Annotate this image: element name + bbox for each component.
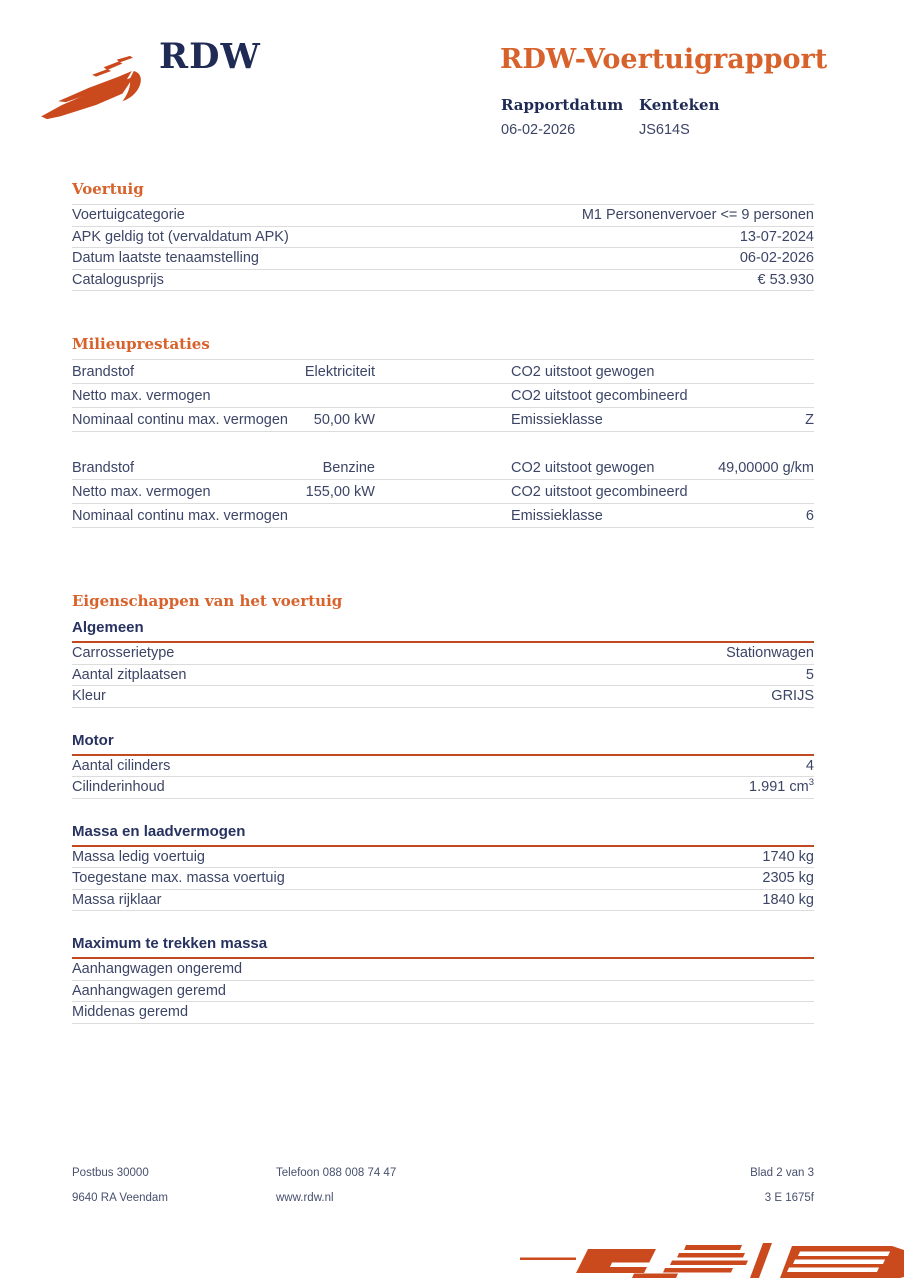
report-meta — [501, 96, 719, 138]
row-value: 1840 kg — [762, 891, 814, 908]
row-label: CO2 uitstoot gewogen — [511, 459, 655, 476]
fuel-block-petrol — [72, 456, 814, 528]
row-label: Catalogusprijs — [72, 271, 164, 288]
row-label: CO2 uitstoot gewogen — [511, 363, 655, 380]
section-milieuprestaties — [72, 335, 814, 528]
section-voertuig — [72, 180, 814, 291]
row-value: Benzine — [322, 459, 375, 476]
row-value: Stationwagen — [726, 645, 814, 662]
fuel-block-electric — [72, 360, 814, 432]
row-label: Massa rijklaar — [72, 891, 162, 908]
subsection-motor-title: Motor — [72, 732, 814, 756]
table-row — [72, 248, 814, 270]
row-label: Nominaal continu max. vermogen — [72, 507, 288, 524]
row-value: 4 — [805, 757, 814, 774]
row-label: Netto max. vermogen — [72, 387, 211, 404]
row-label: APK geldig tot (vervaldatum APK) — [72, 228, 289, 245]
table-row — [72, 868, 814, 890]
table-row — [72, 504, 814, 528]
table-row — [72, 227, 814, 249]
section-voertuig-title: Voertuig — [72, 180, 814, 205]
row-label: Carrosserietype — [72, 645, 175, 662]
row-value: 06-02-2026 — [739, 250, 814, 267]
superscript: 3 — [808, 777, 814, 789]
table-row — [72, 777, 814, 799]
footer-doc-code: 3 E 1675f — [764, 1192, 814, 1204]
row-label: Datum laatste tenaamstelling — [72, 250, 259, 267]
section-eigenschappen-title: Eigenschappen van het voertuig — [72, 592, 343, 610]
table-row — [72, 665, 814, 687]
row-label: Kleur — [72, 688, 106, 705]
subsection-massa-title: Massa en laadvermogen — [72, 823, 814, 847]
report-body — [72, 180, 814, 1024]
subsection-algemeen-title: Algemeen — [72, 619, 814, 643]
page-footer — [72, 1167, 814, 1217]
row-label: Voertuigcategorie — [72, 207, 185, 224]
footer-postbus: Postbus 30000 — [72, 1167, 149, 1179]
row-value: M1 Personenvervoer <= 9 personen — [581, 207, 814, 224]
row-value: 13-07-2024 — [739, 228, 814, 245]
section-eigenschappen — [72, 592, 814, 1024]
table-row — [72, 686, 814, 708]
row-value: 6 — [805, 507, 814, 524]
table-row — [72, 408, 814, 432]
row-label: Emissieklasse — [511, 411, 603, 428]
table-row — [72, 890, 814, 912]
row-label: Cilinderinhoud — [72, 779, 165, 796]
table-row — [72, 270, 814, 292]
footer-page-indicator: Blad 2 van 3 — [750, 1167, 814, 1179]
row-label: Massa ledig voertuig — [72, 848, 205, 865]
row-value: Z — [805, 411, 814, 428]
table-row — [72, 456, 814, 480]
row-label: Aantal cilinders — [72, 757, 171, 774]
table-row — [72, 480, 814, 504]
table-row — [72, 205, 814, 227]
row-value: GRIJS — [771, 688, 814, 705]
row-label: CO2 uitstoot gecombineerd — [511, 483, 688, 500]
license-plate-label: Kenteken — [639, 96, 720, 114]
table-row — [72, 981, 814, 1003]
speed-lines-graphic — [514, 1240, 904, 1280]
row-label: Nominaal continu max. vermogen — [72, 411, 288, 428]
row-label: Emissieklasse — [511, 507, 603, 524]
row-value: Elektriciteit — [304, 363, 375, 380]
report-date-block — [501, 96, 639, 138]
rdw-logo-icon — [39, 54, 153, 122]
row-value: 1.991 $cm^3$ — [749, 777, 814, 796]
page-title: RDW-Voertuigrapport — [500, 44, 828, 75]
table-row — [72, 1002, 814, 1024]
row-value: 49,00000 g/km — [718, 459, 814, 476]
footer-city: 9640 RA Veendam — [72, 1192, 168, 1204]
table-row — [72, 847, 814, 869]
license-plate-block — [639, 96, 719, 138]
table-row — [72, 360, 814, 384]
table-row — [72, 959, 814, 981]
report-date-value: 06-02-2026 — [501, 122, 576, 138]
row-value: 1740 kg — [762, 848, 814, 865]
footer-website: www.rdw.nl — [276, 1192, 334, 1204]
section-milieu-title: Milieuprestaties — [72, 335, 814, 360]
footer-phone: Telefoon 088 008 74 47 — [276, 1167, 397, 1179]
row-value: 2305 kg — [762, 870, 814, 887]
row-label: CO2 uitstoot gecombineerd — [511, 387, 688, 404]
table-row — [72, 756, 814, 778]
row-label: Aanhangwagen ongeremd — [72, 961, 243, 978]
report-date-label: Rapportdatum — [501, 96, 624, 114]
table-row — [72, 643, 814, 665]
row-label: Middenas geremd — [72, 1004, 189, 1021]
subsection-trekken-title: Maximum te trekken massa — [72, 935, 814, 959]
row-value: 155,00 kW — [305, 483, 375, 500]
row-value: € 53.930 — [757, 271, 814, 288]
row-label: Toegestane max. massa voertuig — [72, 870, 285, 887]
row-label: Brandstof — [72, 459, 135, 476]
row-label: Brandstof — [72, 363, 135, 380]
table-row — [72, 384, 814, 408]
row-label: Aanhangwagen geremd — [72, 982, 226, 999]
row-value: 50,00 kW — [313, 411, 375, 428]
license-plate-value: JS614S — [639, 122, 690, 138]
rdw-logo-wordmark: RDW — [159, 36, 261, 77]
row-label: Netto max. vermogen — [72, 483, 211, 500]
row-label: Aantal zitplaatsen — [72, 666, 187, 683]
row-value: 5 — [805, 666, 814, 683]
